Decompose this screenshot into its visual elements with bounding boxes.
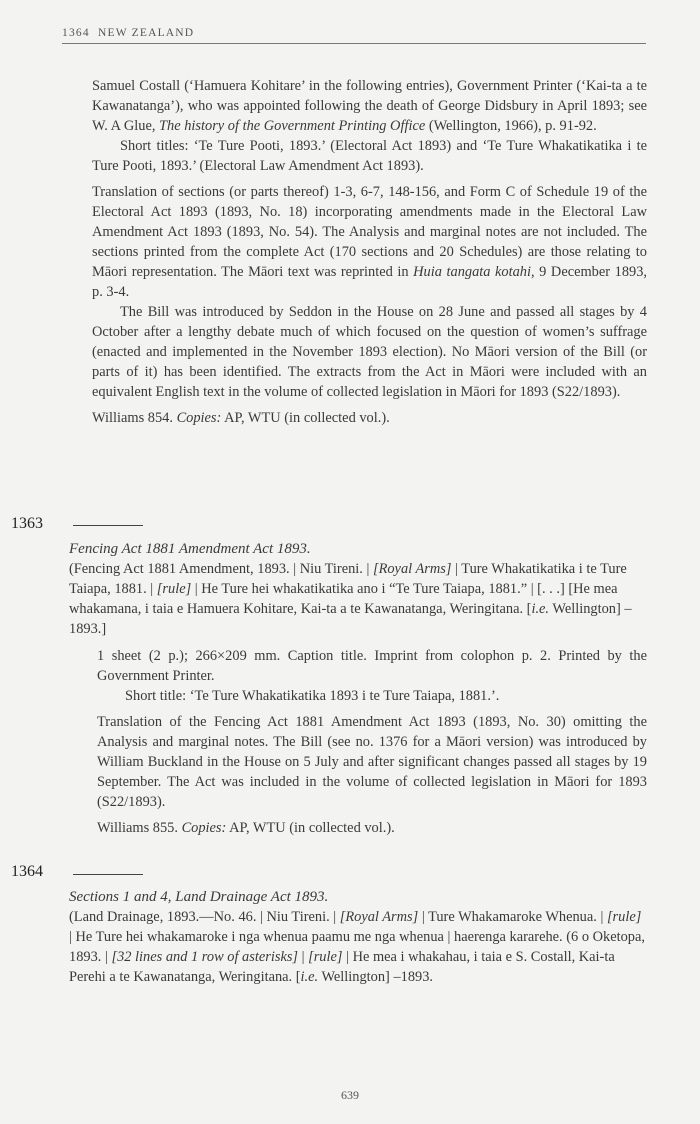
page-number: 639 <box>341 1088 359 1102</box>
continued-entry <box>92 76 647 428</box>
entry-number: 1364 <box>11 863 43 880</box>
transcription: (Land Drainage, 1893.—No. 46. | Niu Tireni. | [Royal Arms] | Ture Whakamaroke Whenua. | [rule] | He Ture hei whakamaroke i nga whenua paamu me nga whenua | haerenga kararehe. (6 o Oketopa, 1893. | [32 lines and 1 row of asterisks] | [rule] | He mea i whakahau, i taia e S. Costall, Kai-ta Perehi a te Kawanatanga, Weringitana. [i.e. Wellington] –1893. <box>69 909 645 985</box>
bill-history: The Bill was introduced by Seddon in the House on 28 June and passed all stages by 4 October after a lengthy debate much of which focused on the question of women’s suffrage (enacted and implemented in the November 1893 election). No Māori version of the Bill (or parts of it) has been identified. The extracts from the Act in Māori were included with an equivalent English text in the volume of collected legislation in Māori for 1893 (S22/1893). <box>92 304 647 400</box>
entry-rule <box>73 525 143 526</box>
short-titles: Short titles: ‘Te Ture Pooti, 1893.’ (Electoral Act 1893) and ‘Te Ture Whakatikatika i te Ture Pooti, 1893.’ (Electoral Law Amendment Act 1893). <box>92 138 647 174</box>
entry-1363-title-block <box>69 539 647 639</box>
entry-1363-notes <box>97 646 647 838</box>
entry-title: Fencing Act 1881 Amendment Act 1893. <box>69 541 311 557</box>
translation-note: Translation of sections (or parts thereof) 1-3, 6-7, 148-156, and Form C of Schedule 19 of the Electoral Act 1893 (1893, No. 18) incorporating amendments made in the Electoral Law Amendment Act 1893 (1893, No. 54). The Analysis and marginal notes are not included. The sections printed from the complete Act (170 sections and 20 Schedules) are those relating to Māori representation. The Māori text was reprinted in Huia tangata kotahi, 9 December 1893, p. 3-4. <box>92 184 647 300</box>
entry-rule <box>73 874 143 875</box>
short-title: Short title: ‘Te Ture Whakatikatika 1893 i te Ture Taiapa, 1881.’. <box>125 688 500 704</box>
header-title: NEW ZEALAND <box>97 27 195 39</box>
copies-note: Williams 855. Copies: AP, WTU (in collected vol.). <box>97 820 395 836</box>
copies-note: Williams 854. Copies: AP, WTU (in collected vol.). <box>92 410 390 426</box>
printer-note: Samuel Costall (‘Hamuera Kohitare’ in the following entries), Government Printer (‘Kai-ta a te Kawanatanga’), who was appointed following the death of George Didsbury in April 1893; see W. A Glue, The history of the Government Printing Office (Wellington, 1966), p. 91-92. <box>92 78 647 134</box>
translation-note: Translation of the Fencing Act 1881 Amendment Act 1893 (1893, No. 30) omitting the Analysis and marginal notes. The Bill (see no. 1376 for a Māori version) was introduced by William Buckland in the House on 5 July and after significant changes passed all stages by 19 September. The Act was included in the volume of collected legislation in Māori for 1893 (S22/1893). <box>97 714 647 810</box>
entry-title: Sections 1 and 4, Land Drainage Act 1893. <box>69 889 329 905</box>
running-head <box>62 27 646 44</box>
entry-1364-title-block <box>69 887 647 987</box>
entry-number: 1363 <box>11 515 43 532</box>
physical-description: 1 sheet (2 p.); 266×209 mm. Caption title. Imprint from colophon p. 2. Printed by the Government Printer. <box>97 648 647 684</box>
header-page-number: 1364 <box>62 27 90 39</box>
transcription: (Fencing Act 1881 Amendment, 1893. | Niu Tireni. | [Royal Arms] | Ture Whakatikatika i te Ture Taiapa, 1881. | [rule] | He Ture hei whakatikatika ano i “Te Ture Taiapa, 1881.” | [. . .] [He mea whakamana, i taia e Hamuera Kohitare, Kai-ta a te Kawanatanga, Weringitana. [i.e. Wellington] –1893.] <box>69 561 632 637</box>
